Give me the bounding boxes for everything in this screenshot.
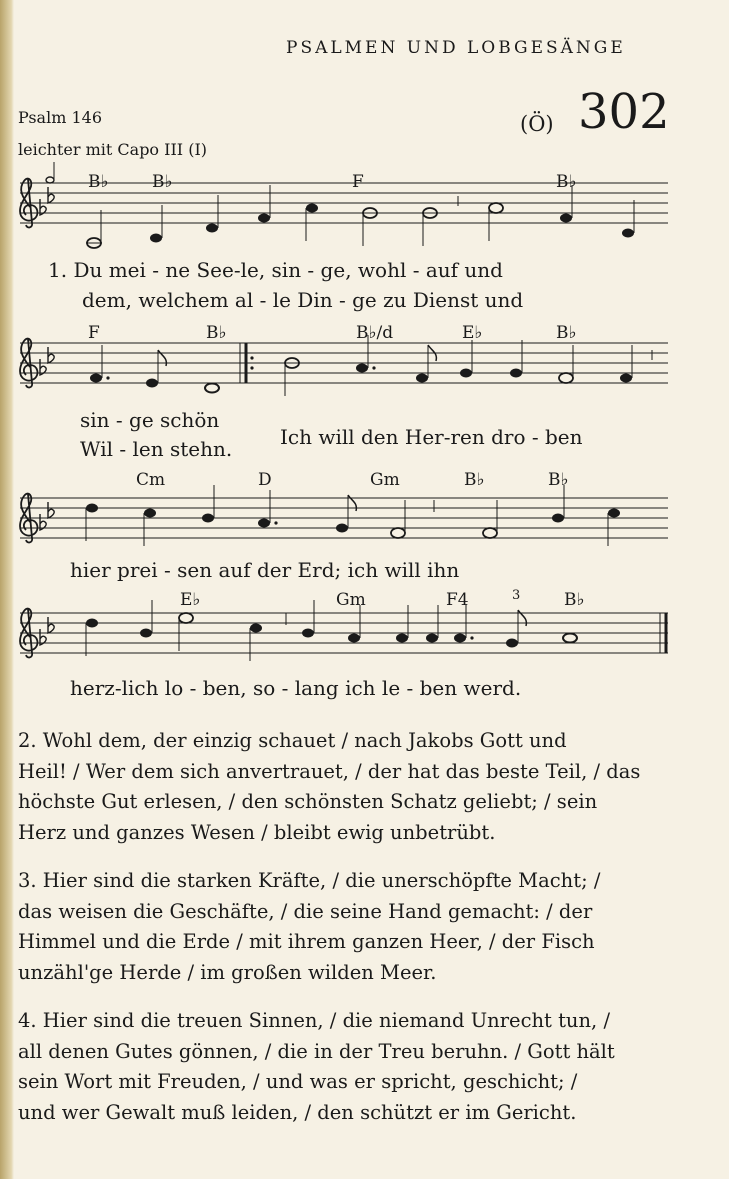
lyrics-line: 1. Du mei - ne See-le, sin - ge, wohl - auf und	[48, 258, 503, 282]
edition-mark: (Ö)	[520, 112, 554, 136]
stanza-4	[18, 1006, 668, 1128]
stanza-line: Heil! / Wer dem sich anvertrauet, / der hat das beste Teil, / das	[18, 759, 641, 783]
song-number: 302	[578, 84, 670, 140]
psalm-reference: Psalm 146	[18, 108, 102, 127]
chord-label: F	[352, 172, 364, 192]
lyrics-line: hier prei - sen auf der Erd; ich will ihn	[70, 558, 460, 582]
chord-label: B♭	[564, 590, 585, 610]
stanza-line: 3. Hier sind die starken Kräfte, / die unerschöpfte Macht; /	[18, 869, 601, 892]
chord-label: B♭	[556, 172, 577, 192]
chord-label: B♭	[88, 172, 109, 192]
chord-label: E♭	[180, 590, 201, 610]
chord-label: B♭	[548, 470, 569, 490]
stanza-line: unzähl'ge Herde / im großen wilden Meer.	[18, 960, 437, 984]
chord-label: E♭	[462, 323, 483, 343]
stanza-3	[18, 866, 668, 988]
lyrics-line: sin - ge schön	[80, 408, 220, 432]
chord-label: Cm	[136, 470, 166, 490]
chord-label: B♭	[464, 470, 485, 490]
chord-label: Gm	[370, 470, 400, 490]
stanza-line: Herz und ganzes Wesen / bleibt ewig unbetrübt.	[18, 820, 496, 844]
stanza-line: das weisen die Geschäfte, / die seine Hand gemacht: / der	[18, 899, 593, 923]
stanza-line: höchste Gut erlesen, / den schönsten Schatz geliebt; / sein	[18, 790, 598, 813]
stanza-line: und wer Gewalt muß leiden, / den schützt er im Gericht.	[18, 1100, 577, 1124]
stanza-line: sein Wort mit Freuden, / und was er spricht, geschicht; /	[18, 1070, 578, 1093]
stanza-line: all denen Gutes gönnen, / die in der Treu beruhn. / Gott hält	[18, 1039, 615, 1063]
staff-system-2	[20, 335, 668, 396]
fingering-number: 3	[512, 588, 521, 603]
chord-label: F4	[446, 590, 469, 610]
chord-label: B♭	[152, 172, 173, 192]
running-title: PSALMEN UND LOBGESÄNGE	[286, 38, 626, 58]
stanza-line: Himmel und die Erde / mit ihrem ganzen Heer, / der Fisch	[18, 930, 595, 953]
lyrics-line: herz-lich lo - ben, so - lang ich le - ben werd.	[70, 676, 522, 700]
lyrics-line: dem, welchem al - le Din - ge zu Dienst und	[82, 288, 524, 312]
chord-label: D	[258, 470, 272, 490]
stanza-line: 4. Hier sind die treuen Sinnen, / die niemand Unrecht tun, /	[18, 1009, 611, 1032]
stanza-2	[18, 726, 668, 848]
lyrics-line: Ich will den Her-ren dro - ben	[280, 425, 583, 449]
chord-label: F	[88, 323, 100, 343]
chord-label: Gm	[336, 590, 366, 610]
chord-label: B♭/d	[356, 323, 394, 343]
capo-note: leichter mit Capo III (I)	[18, 140, 207, 159]
lyrics-line: Wil - len stehn.	[80, 437, 233, 461]
chord-label: B♭	[206, 323, 227, 343]
stanza-line: 2. Wohl dem, der einzig schauet / nach Jakobs Gott und	[18, 729, 567, 752]
staff-system-3	[20, 485, 668, 546]
chord-label: B♭	[556, 323, 577, 343]
